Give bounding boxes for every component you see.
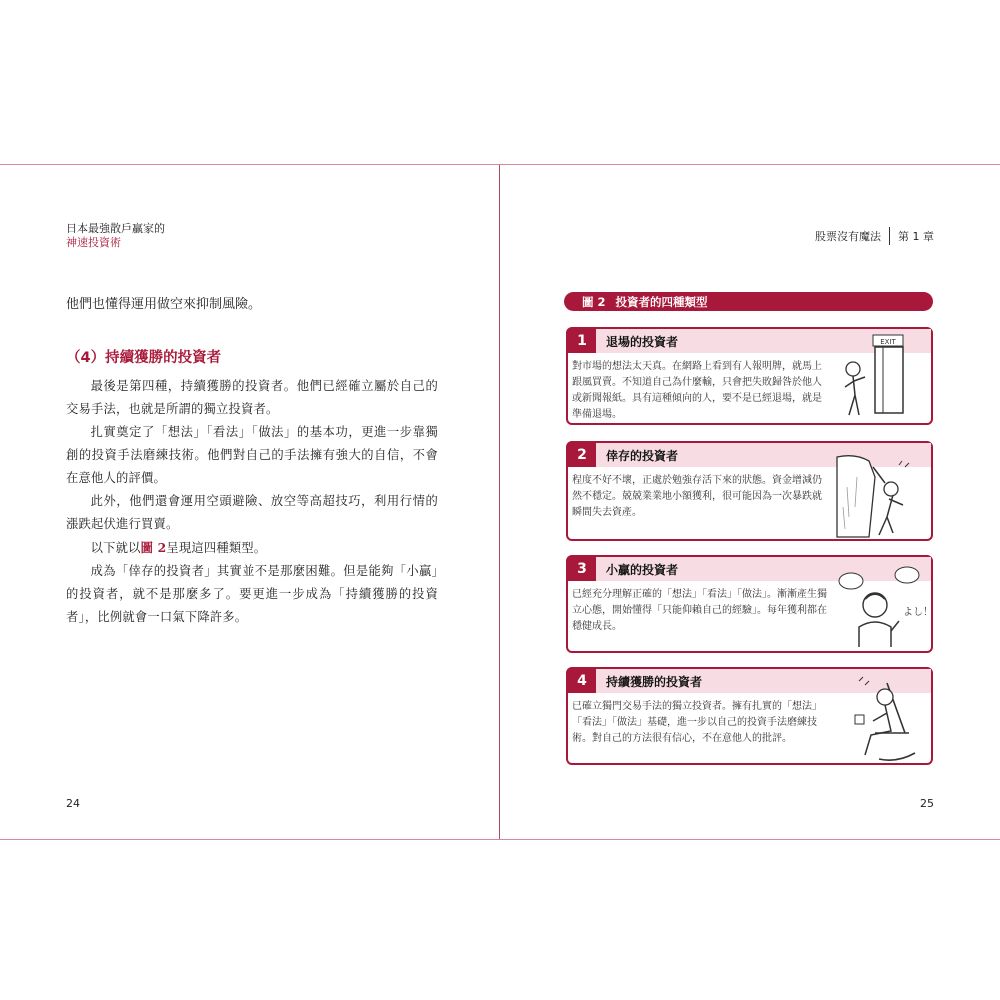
card-name: 持續獲勝的投資者 [606,674,703,689]
left-page [0,165,499,839]
right-page [500,165,1000,839]
figure-reference-link[interactable]: 圖 2 [140,540,167,555]
exit-sign-text: EXIT [880,338,896,346]
rocking-chair-illustration [835,673,925,763]
paragraph: 成為「倖存的投資者」其實並不是那麼困難。但是能夠「小贏」的投資者，就不是那麼多了。要更進一步成為「持續獲勝的投資者」，比例就會一口氣下降許多。 [66,564,438,624]
book-spread [0,164,1000,840]
running-head-divider [889,227,890,245]
book-subtitle: 神速投資術 [66,236,121,249]
card-description: 已確立獨門交易手法的獨立投資者。擁有扎實的「想法」「看法」「做法」基礎，進一步以自己的投資手法磨練技術。對自己的方法很有信心，不在意他人的批評。 [572,701,822,744]
card-description: 對市場的想法太天真。在網路上看到有人報明牌，就馬上跟風買賣。不知道自己為什麼輸，只會把失敗歸咎於他人或新聞報紙。具有這種傾向的人，要不是已經退場，就是準備退場。 [572,361,822,420]
body-text [66,375,438,629]
card-name: 倖存的投資者 [606,448,679,463]
fig-sentence-before: 以下就以 [90,541,141,555]
cliff-hanging-illustration [835,447,925,539]
card-number: 1 [568,329,596,353]
card-name: 小贏的投資者 [606,562,679,577]
card-description: 已經充分理解正確的「想法」「看法」「做法」。漸漸產生獨立心態，開始懂得「只能仰賴自己的經驗」。每年獲利都在穩健成長。 [572,589,827,632]
card-number: 3 [568,557,596,581]
book-title: 日本最強散戶贏家的 [66,222,165,235]
section-heading: （4）持續獲勝的投資者 [66,350,222,366]
fig-sentence-after: 呈現這四種類型。 [166,541,267,555]
running-head-chapter: 第 1 章 [898,230,934,243]
figure-title-banner [564,292,933,311]
confident-man-illustration [835,561,933,651]
card-number: 2 [568,443,596,467]
investor-type-card [566,555,933,653]
investor-type-card [566,667,933,765]
investor-type-card [566,441,933,541]
running-head-title: 股票沒有魔法 [815,230,881,243]
page-number-left: 24 [66,797,80,810]
figure-title: 投資者的四種類型 [615,294,708,309]
card-description: 程度不好不壞，正處於勉強存活下來的狀態。資金增減仍然不穩定。兢兢業業地小額獲利，很可能因為一次暴跌就瞬間失去資產。 [572,475,822,518]
running-head [815,227,934,245]
card-number: 4 [568,669,596,693]
investor-type-card [566,327,933,425]
page-number-right: 25 [920,797,934,810]
exit-door-illustration [835,333,925,421]
paragraph: 扎實奠定了「想法」「看法」「做法」的基本功，更進一步靠獨創的投資手法磨練技術。他們對自己的手法擁有強大的自信，不會在意他人的評價。 [66,425,438,485]
illustration-speech-text: よし！ [903,607,933,618]
lead-line: 他們也懂得運用做空來抑制風險。 [66,297,262,312]
paragraph-figure-reference [66,536,438,560]
card-name: 退場的投資者 [606,334,679,349]
figure-number: 圖 2 [582,294,606,309]
paragraph: 最後是第四種，持續獲勝的投資者。他們已經確立屬於自己的交易手法，也就是所謂的獨立投資者。 [66,379,438,416]
paragraph: 此外，他們還會運用空頭避險、放空等高超技巧，利用行情的漲跌起伏進行買賣。 [66,494,438,531]
